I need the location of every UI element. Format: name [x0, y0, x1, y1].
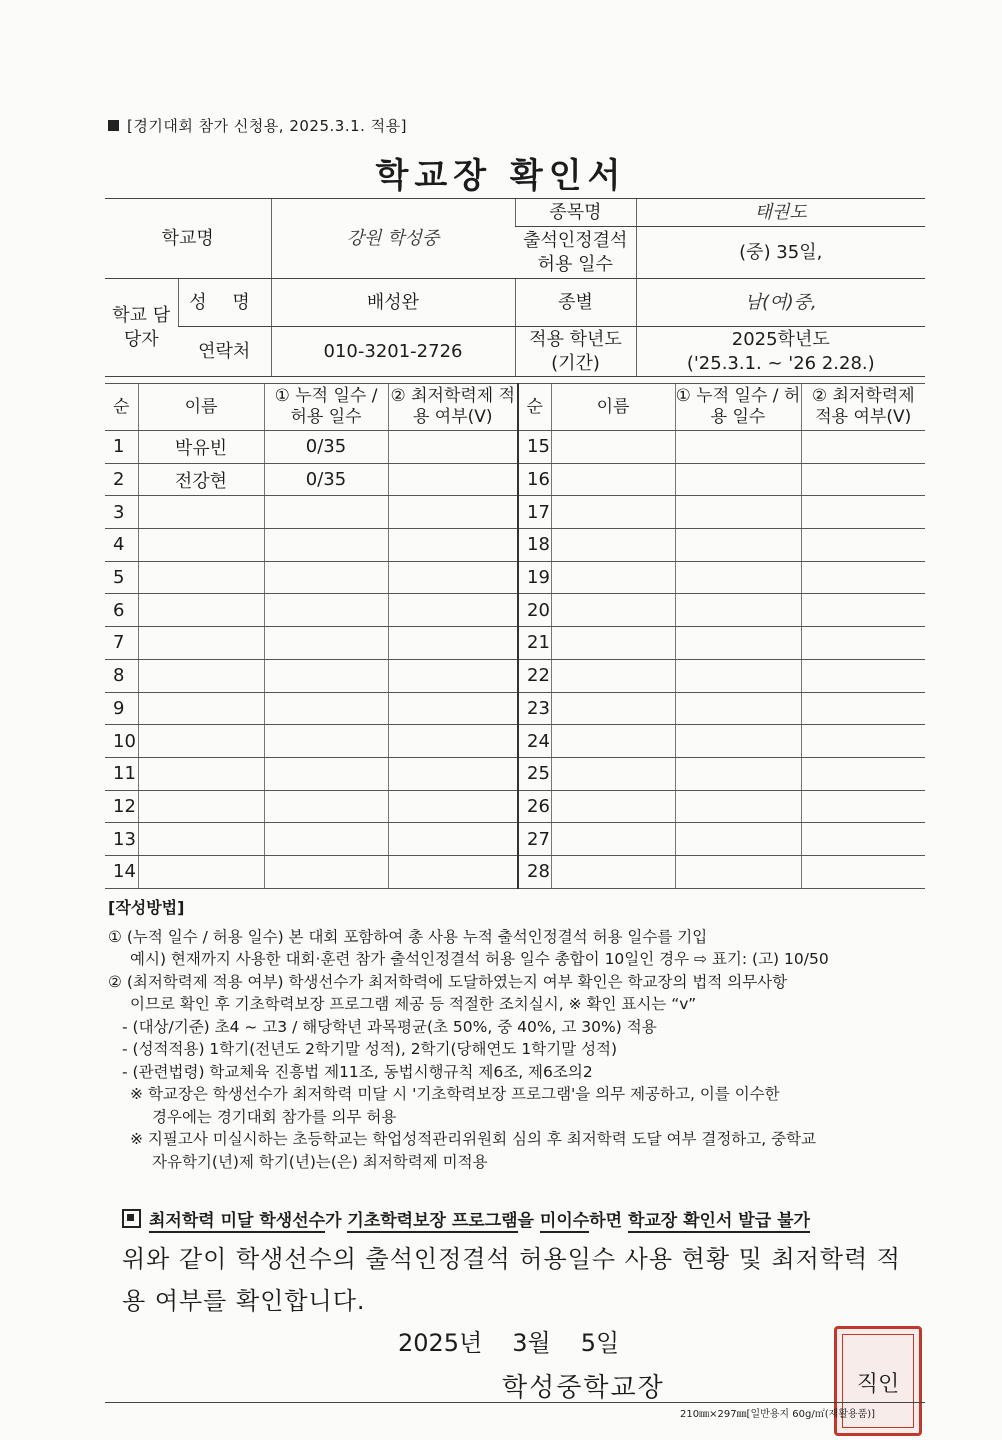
warning-line: [122, 1206, 810, 1231]
days-used-right: [675, 431, 801, 464]
allowed-days-value: (중) 35일,: [636, 227, 925, 279]
row-number-left: 9: [105, 692, 138, 725]
row-number-right: 23: [518, 692, 551, 725]
days-used-right: [675, 463, 801, 496]
instructions-heading: [작성방법]: [108, 898, 185, 917]
warning-text-a: 최저학력 미달 학생선수: [149, 1211, 326, 1231]
student-name-right: [551, 594, 675, 627]
row-number-right: 27: [518, 823, 551, 856]
warning-text-c: 기초학력보장 프로그램: [347, 1211, 518, 1231]
days-used-right: [675, 823, 801, 856]
paper-spec: 210㎜×297㎜[일반용지 60g/㎡(재활용품)]: [680, 1409, 876, 1420]
remark-1: ※ 학교장은 학생선수가 최저학력 미달 시 '기초학력보장 프로그램'을 의무 제공하고, 이를 이수한: [130, 1085, 780, 1103]
principal-signature: 학성중학교장: [502, 1373, 665, 1403]
confirmation-statement: 위와 같이 학생선수의 출석인정결석 허용일수 사용 현황 및 최저학력 적용 여부를 확인합니다.: [122, 1245, 901, 1315]
days-used-left: [264, 790, 388, 823]
student-name-right: [551, 757, 675, 790]
student-name-left: [138, 757, 264, 790]
table-row: [105, 692, 925, 725]
row-number-right: 16: [518, 463, 551, 496]
table-row: [105, 790, 925, 823]
min-academic-check-right: [801, 627, 925, 660]
table-row: [105, 823, 925, 856]
student-name-left: [138, 659, 264, 692]
bullet-grades: - (성적적용) 1학기(전년도 2학기말 성적), 2학기(당해연도 1학기말 성적): [122, 1040, 618, 1058]
arrow-box-icon: [122, 1209, 141, 1228]
min-academic-check-left: [388, 692, 518, 725]
school-info-table: [105, 198, 925, 377]
min-academic-check-right: [801, 594, 925, 627]
min-academic-check-right: [801, 790, 925, 823]
row-number-left: 8: [105, 659, 138, 692]
student-name-right: [551, 692, 675, 725]
days-used-right: [675, 496, 801, 529]
remark-1-continued: 경우에는 경기대회 참가를 의무 허용: [152, 1107, 397, 1126]
student-name-left: [138, 725, 264, 758]
manager-label: 학교 담당자: [105, 279, 178, 377]
form-usage-note: [108, 115, 407, 136]
school-year-period: ('25.3.1. ~ '26 2.28.): [686, 352, 875, 374]
gender-value: 남(여)중,: [636, 279, 925, 327]
row-number-left: 4: [105, 529, 138, 562]
col-check-right: ② 최저학력제 적용 여부(V): [801, 384, 925, 431]
col-name-right: 이름: [551, 384, 675, 431]
school-year-value: 2025학년도: [731, 328, 830, 350]
student-name-left: 박유빈: [138, 431, 264, 464]
days-used-right: [675, 692, 801, 725]
student-name-left: [138, 823, 264, 856]
col-check-left: ② 최저학력제 적용 여부(V): [388, 384, 518, 431]
table-row: [105, 529, 925, 562]
days-used-right: [675, 561, 801, 594]
col-name-left: 이름: [138, 384, 264, 431]
student-name-right: [551, 855, 675, 888]
col-no-left: 순: [105, 384, 138, 431]
allowed-days-label: 출석인정결석 허용 일수: [515, 227, 636, 279]
min-academic-check-right: [801, 561, 925, 594]
student-name-left: [138, 855, 264, 888]
days-used-left: 0/35: [264, 431, 388, 464]
manager-name-label: 성 명: [178, 279, 271, 327]
days-used-left: [264, 855, 388, 888]
min-academic-check-right: [801, 855, 925, 888]
min-academic-check-left: [388, 627, 518, 660]
student-name-right: [551, 561, 675, 594]
note-1: ① (누적 일수 / 허용 일수) 본 대회 포함하여 총 사용 누적 출석인정결석 허용 일수를 기입: [108, 927, 708, 946]
min-academic-check-right: [801, 431, 925, 464]
days-used-right: [675, 659, 801, 692]
col-days-right: ① 누적 일수 / 허용 일수: [675, 384, 801, 431]
student-name-right: [551, 463, 675, 496]
student-name-right: [551, 496, 675, 529]
row-number-right: 25: [518, 757, 551, 790]
min-academic-check-left: [388, 431, 518, 464]
row-number-left: 7: [105, 627, 138, 660]
days-used-right: [675, 627, 801, 660]
warning-text-b: 가: [325, 1211, 348, 1231]
min-academic-check-right: [801, 823, 925, 856]
warning-text-g: 학교장 확인서 발급 불가: [627, 1211, 810, 1231]
days-used-left: 0/35: [264, 463, 388, 496]
gender-label: 종별: [515, 279, 636, 327]
note-2: ② (최저학력제 적용 여부) 학생선수가 최저학력에 도달하였는지 여부 확인은 학교장의 법적 의무사항: [108, 972, 788, 991]
days-used-right: [675, 855, 801, 888]
warning-text-e: 미이수: [539, 1211, 590, 1231]
table-row: [105, 463, 925, 496]
student-rows: [105, 431, 925, 889]
min-academic-check-left: [388, 496, 518, 529]
table-row: [105, 431, 925, 464]
student-name-left: [138, 594, 264, 627]
manager-name-value: 배성완: [271, 279, 515, 327]
date-year: 2025년: [398, 1329, 483, 1357]
instructions: [108, 897, 928, 1173]
days-used-right: [675, 790, 801, 823]
min-academic-check-right: [801, 496, 925, 529]
min-academic-check-right: [801, 692, 925, 725]
sport-value: 태권도: [636, 199, 925, 227]
days-used-right: [675, 594, 801, 627]
row-number-right: 28: [518, 855, 551, 888]
row-number-left: 12: [105, 790, 138, 823]
contact-value: 010-3201-2726: [271, 327, 515, 377]
student-name-right: [551, 627, 675, 660]
bullet-target: - (대상/기준) 초4 ~ 고3 / 해당학년 과목평균(초 50%, 중 40%, 고 30%) 적용: [122, 1017, 657, 1036]
student-name-left: 전강현: [138, 463, 264, 496]
bottom-rule: [105, 1402, 925, 1403]
date-day: 5일: [580, 1329, 620, 1357]
row-number-left: 13: [105, 823, 138, 856]
school-year-label: 적용 학년도 (기간): [515, 327, 636, 377]
table-row: [105, 561, 925, 594]
col-days-left: ① 누적 일수 / 허용 일수: [264, 384, 388, 431]
student-name-left: [138, 790, 264, 823]
row-number-left: 14: [105, 855, 138, 888]
min-academic-check-left: [388, 757, 518, 790]
row-number-left: 1: [105, 431, 138, 464]
min-academic-check-right: [801, 725, 925, 758]
table-row: [105, 659, 925, 692]
days-used-left: [264, 496, 388, 529]
days-used-left: [264, 823, 388, 856]
row-number-right: 17: [518, 496, 551, 529]
student-name-right: [551, 659, 675, 692]
min-academic-check-left: [388, 790, 518, 823]
student-name-right: [551, 529, 675, 562]
student-name-left: [138, 496, 264, 529]
days-used-left: [264, 659, 388, 692]
contact-label: 연락처: [178, 327, 271, 377]
min-academic-check-right: [801, 659, 925, 692]
student-name-left: [138, 692, 264, 725]
days-used-left: [264, 561, 388, 594]
min-academic-check-left: [388, 463, 518, 496]
days-used-left: [264, 627, 388, 660]
min-academic-check-left: [388, 561, 518, 594]
min-academic-check-left: [388, 855, 518, 888]
remark-2: ※ 지필고사 미실시하는 초등학교는 학업성적관리위원회 심의 후 최저학력 도달 여부 결정하고, 중학교: [130, 1130, 817, 1148]
student-name-left: [138, 561, 264, 594]
square-bullet-icon: [108, 120, 119, 131]
note-1-example: 예시) 현재까지 사용한 대회·훈련 참가 출석인정결석 허용 일수 총합이 10일인 경우 ⇨ 표기: (고) 10/50: [130, 950, 829, 968]
min-academic-check-left: [388, 529, 518, 562]
min-academic-check-left: [388, 659, 518, 692]
student-table: [105, 383, 925, 889]
issue-date: [398, 1323, 649, 1358]
bullet-law: - (관련법령) 학교체육 진흥법 제11조, 동법시행규칙 제6조, 제6조의2: [122, 1062, 593, 1081]
sport-label: 종목명: [515, 199, 636, 227]
days-used-right: [675, 757, 801, 790]
table-row: [105, 627, 925, 660]
student-name-right: [551, 790, 675, 823]
table-row: [105, 594, 925, 627]
days-used-left: [264, 757, 388, 790]
form-usage-note-text: [경기대회 참가 신청용, 2025.3.1. 적용]: [127, 117, 408, 135]
warning-text-f: 하면: [589, 1211, 628, 1231]
student-name-left: [138, 627, 264, 660]
table-row: [105, 855, 925, 888]
document-title: 학교장 확인서: [375, 156, 627, 196]
table-row: [105, 725, 925, 758]
days-used-left: [264, 725, 388, 758]
school-year-cell: [636, 327, 925, 377]
days-used-right: [675, 725, 801, 758]
row-number-right: 21: [518, 627, 551, 660]
table-row: [105, 496, 925, 529]
date-month: 3월: [512, 1329, 551, 1357]
row-number-left: 2: [105, 463, 138, 496]
student-name-left: [138, 529, 264, 562]
school-name-value: 강원 학성중: [271, 199, 515, 279]
row-number-left: 10: [105, 725, 138, 758]
days-used-right: [675, 529, 801, 562]
student-name-right: [551, 725, 675, 758]
min-academic-check-right: [801, 463, 925, 496]
seal-text: 직인: [856, 1372, 900, 1397]
school-name-label: 학교명: [105, 199, 271, 279]
row-number-left: 5: [105, 561, 138, 594]
row-number-right: 24: [518, 725, 551, 758]
warning-text-d: 을: [517, 1211, 540, 1231]
row-number-left: 3: [105, 496, 138, 529]
row-number-left: 11: [105, 757, 138, 790]
student-name-right: [551, 823, 675, 856]
days-used-left: [264, 692, 388, 725]
row-number-right: 18: [518, 529, 551, 562]
col-no-right: 순: [518, 384, 551, 431]
student-name-right: [551, 431, 675, 464]
row-number-right: 20: [518, 594, 551, 627]
days-used-left: [264, 594, 388, 627]
min-academic-check-left: [388, 725, 518, 758]
table-row: [105, 757, 925, 790]
min-academic-check-right: [801, 757, 925, 790]
days-used-left: [264, 529, 388, 562]
min-academic-check-right: [801, 529, 925, 562]
row-number-left: 6: [105, 594, 138, 627]
min-academic-check-left: [388, 594, 518, 627]
remark-2-continued: 자유학기(년)제 학기(년)는(은) 최저학력제 미적용: [152, 1152, 488, 1171]
min-academic-check-left: [388, 823, 518, 856]
row-number-right: 26: [518, 790, 551, 823]
row-number-right: 19: [518, 561, 551, 594]
note-2-continued: 이므로 확인 후 기초학력보장 프로그램 제공 등 적절한 조치실시, ※ 확인 표시는 “v”: [130, 995, 697, 1013]
row-number-right: 22: [518, 659, 551, 692]
row-number-right: 15: [518, 431, 551, 464]
